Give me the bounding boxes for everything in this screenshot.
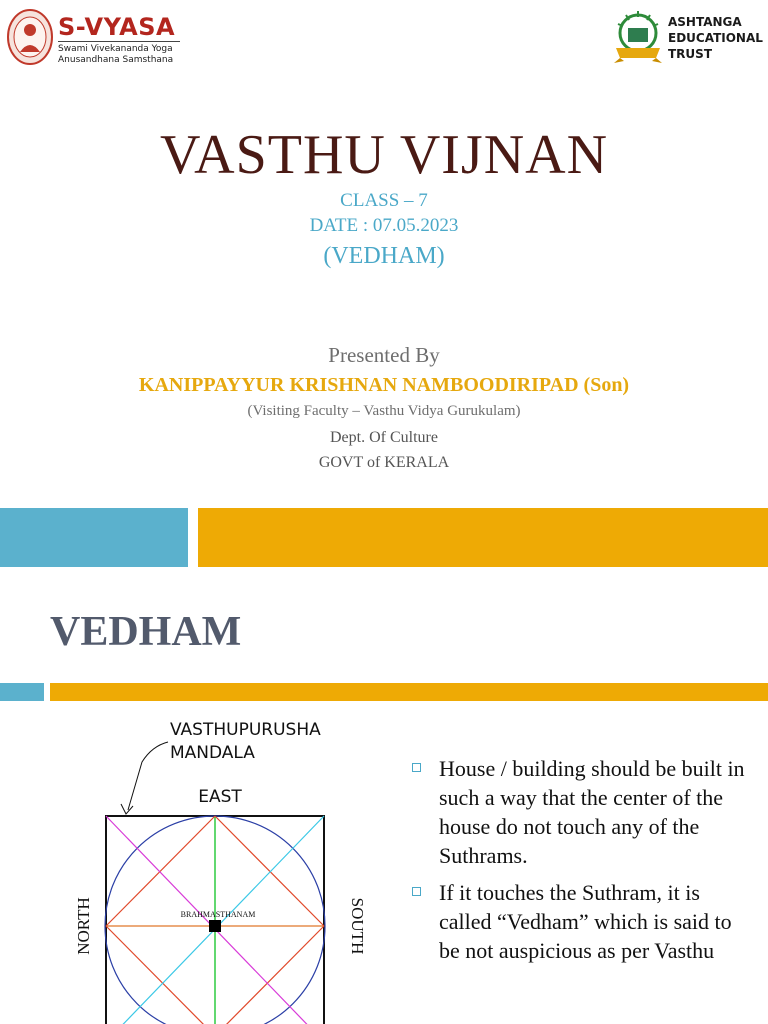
svyasa-name: S-VYASA — [58, 13, 176, 41]
class-number: CLASS – 7 — [340, 190, 428, 211]
svyasa-subtitle-2: Anusandhana Samsthana — [58, 55, 174, 65]
caption-pointer — [128, 742, 168, 810]
presented-by-label: Presented By — [328, 343, 440, 367]
square-bullet-icon — [412, 887, 421, 896]
brahmasthanam-marker — [209, 920, 221, 932]
slide-heading: VEDHAM — [50, 609, 242, 655]
south-label: SOUTH — [348, 897, 367, 955]
vasthupurusha-mandala-diagram — [60, 712, 380, 1024]
aet-logo — [610, 8, 766, 68]
accent-bar-blue — [0, 508, 188, 567]
aet-emblem-icon — [610, 8, 666, 66]
svyasa-divider — [58, 41, 180, 42]
rhombus-edge-se — [215, 926, 324, 1024]
diagram-caption-2: MANDALA — [170, 743, 255, 763]
heading-bar-gold — [50, 683, 768, 701]
brahmasthanam-label: BRAHMASTHANAM — [180, 910, 256, 919]
heading-bar-blue — [0, 683, 44, 701]
east-label: EAST — [198, 787, 242, 807]
svyasa-emblem-icon — [6, 8, 54, 66]
presenter-dept: Dept. Of Culture — [330, 429, 438, 446]
topic-name: (VEDHAM) — [323, 243, 445, 269]
aet-line-2: EDUCATIONAL — [668, 31, 763, 45]
bullet-text: If it touches the Suthram, it is called “Vedham” which is said to be not auspicious as per Vasthu — [439, 880, 732, 963]
presenter-govt: GOVT of KERALA — [318, 454, 450, 471]
bullet-text: House / building should be built in such a way that the center of the house do not touch any of the Suthrams. — [439, 756, 745, 868]
diagram-caption-1: VASTHUPURUSHA — [170, 720, 321, 740]
list-item — [410, 754, 750, 870]
presenter-name: KANIPPAYYUR KRISHNAN NAMBOODIRIPAD (Son) — [138, 374, 630, 396]
square-bullet-icon — [412, 763, 421, 772]
svyasa-logo — [6, 8, 181, 68]
presenter-faculty: (Visiting Faculty – Vasthu Vidya Gurukulam) — [247, 403, 521, 419]
rhombus-edge-sw — [106, 926, 215, 1024]
aet-line-3: TRUST — [668, 47, 712, 61]
bullet-list — [410, 754, 750, 973]
north-label: NORTH — [74, 897, 93, 955]
aet-name — [668, 14, 763, 62]
class-date: DATE : 07.05.2023 — [309, 215, 459, 236]
list-item — [410, 878, 750, 965]
accent-bar-gold — [198, 508, 768, 567]
svyasa-subtitle-1: Swami Vivekananda Yoga — [58, 44, 173, 54]
page-title: VASTHU VIJNAN — [159, 124, 609, 186]
caption-arrow-icon — [121, 804, 133, 814]
aet-line-1: ASHTANGA — [668, 15, 742, 29]
